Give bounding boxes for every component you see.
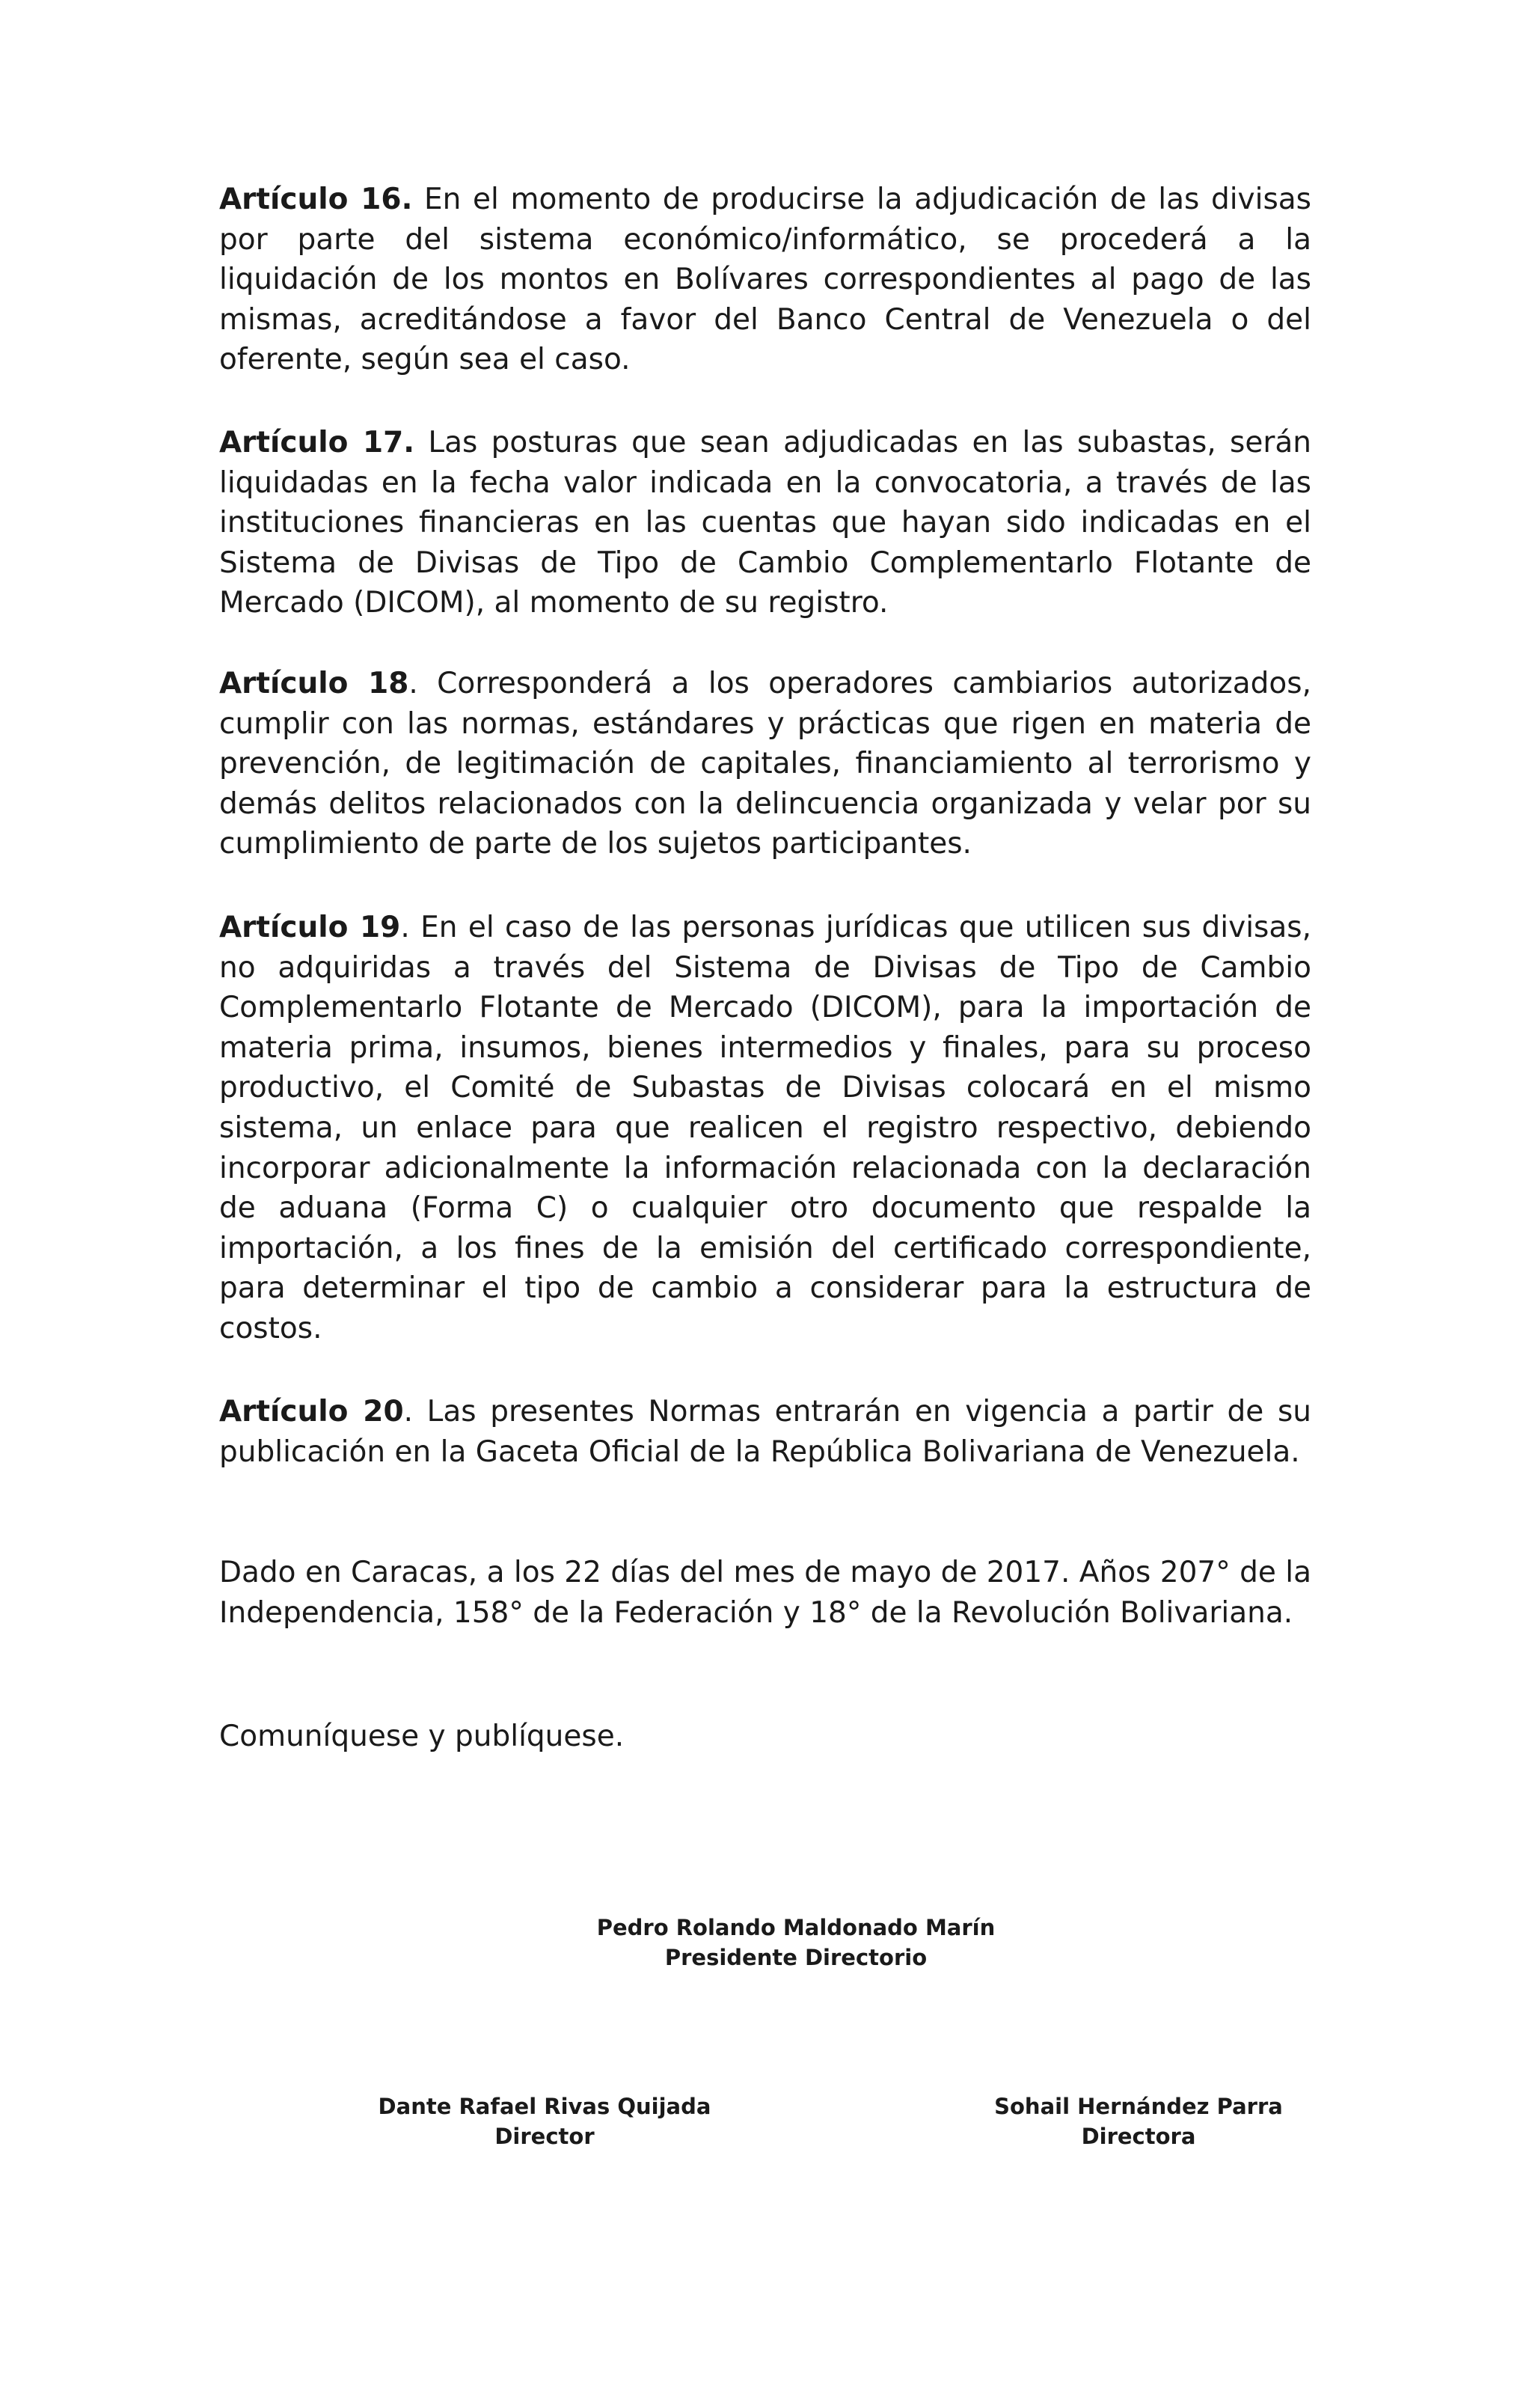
article-16 (219, 180, 1311, 380)
signature-name: Pedro Rolando Maldonado Marín (596, 1915, 996, 1940)
article-17-text: Las posturas que sean adjudicadas en las subastas, serán liquidadas en la fecha valor indicada en la convocatoria, a través de las instituciones financieras en las cuentas que hayan sido indicadas en el Sistema de Divisas de Tipo de Cambio Complementarlo Flotante de Mercado (DICOM), al momento de su registro. (219, 426, 1312, 620)
article-18-title: Artículo 18 (219, 667, 409, 700)
article-16-text: En el momento de producirse la adjudicación de las divisas por parte del sistema económico/informático, se procederá a la liquidación de los montos en Bolívares correspondientes al pago de las mismas, acreditándose a favor del Banco Central de Venezuela o del oferente, según sea el caso. (219, 183, 1311, 377)
article-17 (219, 423, 1311, 623)
closing-paragraph: Comuníquese y publíquese. (219, 1720, 625, 1753)
article-17-title: Artículo 17. (219, 426, 415, 459)
article-16-title: Artículo 16. (219, 183, 413, 216)
article-20-title: Artículo 20 (219, 1395, 404, 1428)
article-19-title: Artículo 19 (219, 911, 401, 944)
signature-name: Sohail Hernández Parra (994, 2094, 1283, 2119)
article-18 (219, 664, 1311, 864)
signature-role: Presidente Directorio (664, 1945, 928, 1970)
article-18-text: . Corresponderá a los operadores cambiarios autorizados, cumplir con las normas, estándares y prácticas que rigen en materia de prevención, de legitimación de capitales, financiamiento al terrorismo y demás delitos relacionados con la delincuencia organizada y velar por su cumplimiento de parte de los sujetos participantes. (219, 667, 1311, 861)
dated-paragraph: Dado en Caracas, a los 22 días del mes de mayo de 2017. Años 207° de la Independencia, 158° de la Federación y 18° de la Revolución Bolivariana. (219, 1556, 1311, 1630)
signature-role: Director (494, 2124, 595, 2149)
signature-director-1 (320, 2091, 769, 2151)
article-20-text: . Las presentes Normas entrarán en vigencia a partir de su publicación en la Gaceta Oficial de la República Bolivariana de Venezuela. (219, 1395, 1311, 1469)
article-20 (219, 1392, 1311, 1472)
signature-director-2 (914, 2091, 1363, 2151)
signature-role: Directora (1081, 2124, 1196, 2149)
signature-president (572, 1913, 1020, 1972)
article-19 (219, 908, 1311, 1349)
signature-name: Dante Rafael Rivas Quijada (378, 2094, 711, 2119)
article-19-text: . En el caso de las personas jurídicas que utilicen sus divisas, no adquiridas a través del Sistema de Divisas de Tipo de Cambio Complementarlo Flotante de Mercado (DICOM), para la importación de materia prima, insumos, bienes intermedios y finales, para su proceso productivo, el Comité de Subastas de Divisas colocará en el mismo sistema, un enlace para que realicen el registro respectivo, debiendo incorporar adicionalmente la información relacionada con la declaración de aduana (Forma C) o cualquier otro documento que respalde la importación, a los fines de la emisión del certificado correspondiente, para determinar el tipo de cambio a considerar para la estructura de costos. (219, 911, 1311, 1345)
